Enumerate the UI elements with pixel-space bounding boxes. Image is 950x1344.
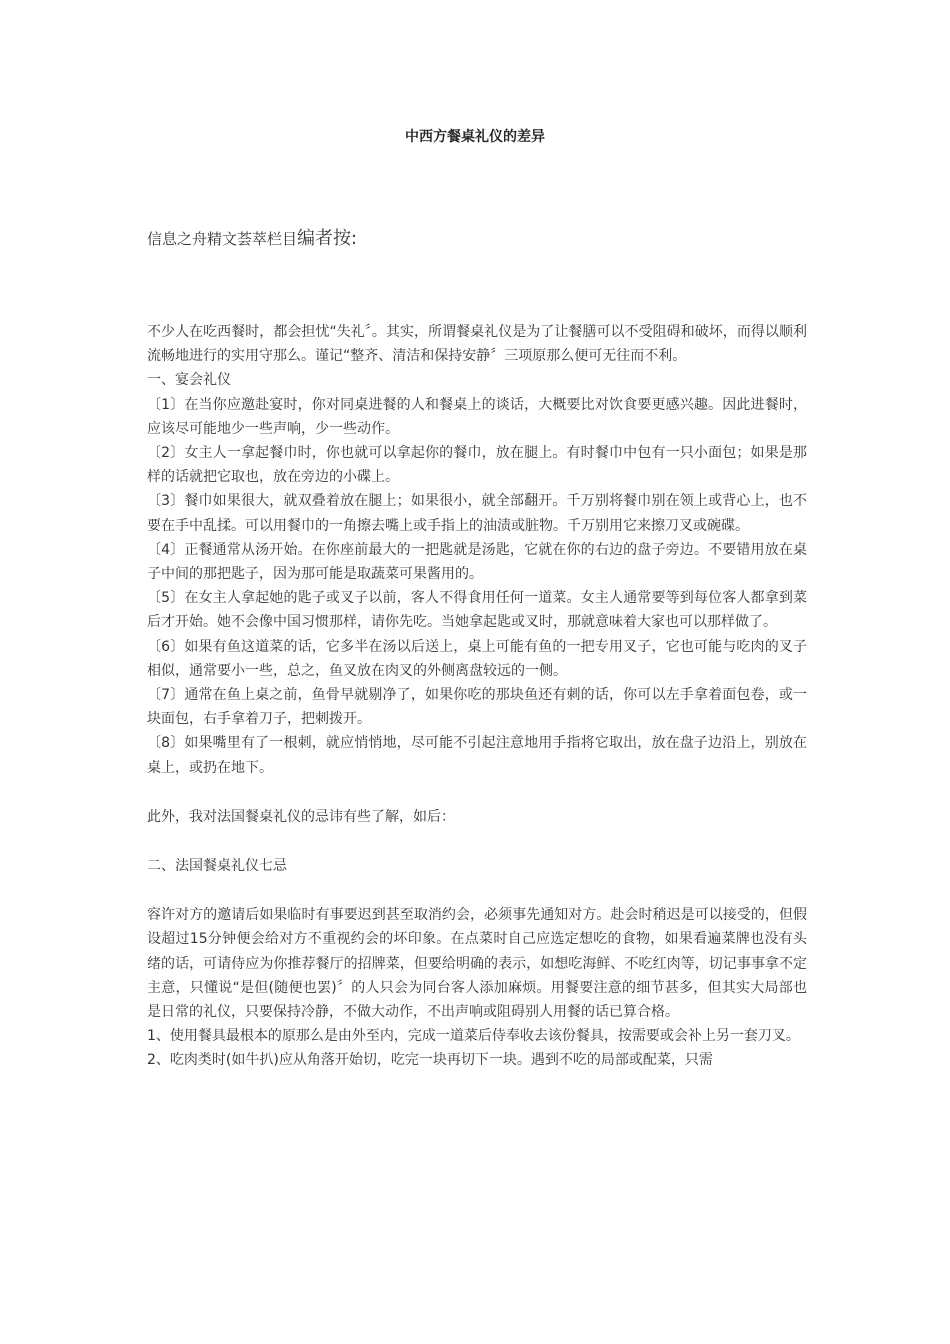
list-item: 〔5〕在女主人拿起她的匙子或叉子以前，客人不得食用任何一道菜。女主人通常要等到每位客人都拿到菜后才开始。她不会像中国习惯那样，请你先吃。当她拿起匙或叉时，那就意味着大家也可以那样做了。 xyxy=(147,590,807,631)
spacer xyxy=(147,780,807,805)
list-item: 〔3〕餐巾如果很大，就双叠着放在腿上；如果很小，就全部翻开。千万别将餐巾别在领上或背心上，也不要在手中乱揉。可以用餐巾的一角擦去嘴上或手指上的油渍或脏物。千万别用它来擦刀叉或碗碟。 xyxy=(147,493,807,534)
section-heading: 二、法国餐桌礼仪七忌 xyxy=(147,858,287,875)
spacer xyxy=(147,878,807,903)
page-title: 中西方餐桌礼仪的差异 xyxy=(405,129,545,145)
section-heading: 一、宴会礼仪 xyxy=(147,372,231,389)
byline-label: 编者按: xyxy=(297,228,358,249)
list-item: 2、吃肉类时(如牛扒)应从角落开始切，吃完一块再切下一块。遇到不吃的局部或配菜，只需 xyxy=(147,1052,713,1069)
list-item: 〔7〕通常在鱼上桌之前，鱼骨早就剔净了，如果你吃的那块鱼还有刺的话，你可以左手拿着面包卷，或一块面包，右手拿着刀子，把刺拨开。 xyxy=(147,687,807,728)
byline xyxy=(147,228,357,250)
transition-paragraph: 此外，我对法国餐桌礼仪的忌讳有些了解，如后： xyxy=(147,808,455,825)
byline-prefix: 信息之舟精文荟萃栏目 xyxy=(147,230,298,248)
list-item: 1、使用餐具最根本的原那么是由外至内，完成一道菜后侍奉收去该份餐具，按需要或会补上另一套刀叉。 xyxy=(147,1028,800,1045)
list-item: 〔2〕女主人一拿起餐巾时，你也就可以拿起你的餐巾，放在腿上。有时餐巾中包有一只小面包；如果是那样的话就把它取也，放在旁边的小碟上。 xyxy=(147,445,807,486)
list-item: 〔4〕正餐通常从汤开始。在你座前最大的一把匙就是汤匙，它就在你的右边的盘子旁边。不要错用放在桌子中间的那把匙子，因为那可能是取蔬菜可果酱用的。 xyxy=(147,541,807,583)
section-intro-paragraph: 容许对方的邀请后如果临时有事要迟到甚至取消约会，必须事先通知对方。赴会时稍迟是可以接受的，但假设超过15分钟便会给对方不重视约会的坏印象。在点菜时自己应选定想吃的食物，如果看遍菜牌也没有头绪的话，可请侍应为你推荐餐厅的招牌菜，但要给明确的表示，如想吃海鲜、不吃红肉等，切记事事拿不定主意，只懂说“是但(随便也罢)〞的人只会为同台客人添加麻烦。用餐要注意的细节甚多，但其实大局部也是日常的礼仪，只要保持冷静，不做大动作，不出声响或阻碍别人用餐的话已算合格。 xyxy=(147,907,807,1021)
list-item: 〔6〕如果有鱼这道菜的话，它多半在汤以后送上，桌上可能有鱼的一把专用叉子，它也可能与吃肉的叉子相似，通常要小一些，总之，鱼叉放在肉叉的外侧离盘较远的一侧。 xyxy=(147,638,807,679)
intro-paragraph: 不少人在吃西餐时，都会担忧“失礼〞。其实，所谓餐桌礼仪是为了让餐膳可以不受阻碍和破坏，而得以顺利流畅地进行的实用守那么。谨记“整齐、清洁和保持安静〞三项原那么便可无往而不利。 xyxy=(147,324,807,365)
article-body xyxy=(147,320,807,1073)
list-item: 〔8〕如果嘴里有了一根刺，就应悄悄地，尽可能不引起注意地用手指将它取出，放在盘子边沿上，别放在桌上，或扔在地下。 xyxy=(147,735,807,776)
spacer xyxy=(147,829,807,854)
list-item: 〔1〕在当你应邀赴宴时，你对同桌进餐的人和餐桌上的谈话，大概要比对饮食要更感兴趣。因此进餐时，应该尽可能地少一些声响，少一些动作。 xyxy=(147,396,807,437)
